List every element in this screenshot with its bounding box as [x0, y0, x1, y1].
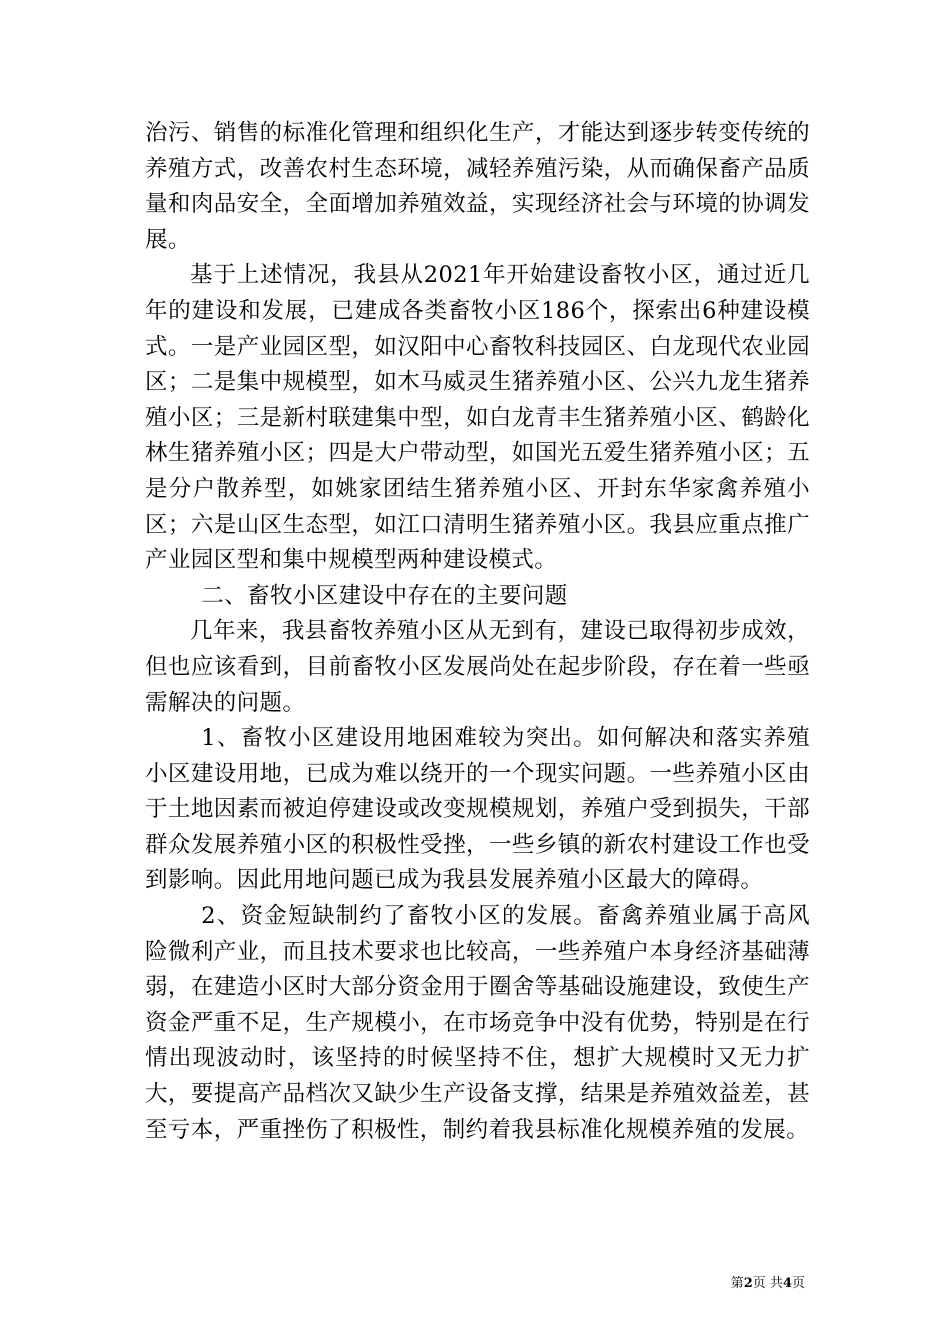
footer-suffix: 页	[791, 1276, 805, 1291]
paragraph-continuation: 治污、销售的标准化管理和组织化生产，才能达到逐步转变传统的养殖方式，改善农村生态环境，减轻养殖污染，从而确保畜产品质量和肉品安全，全面增加养殖效益，实现经济社会与环境的协调发展。	[145, 120, 810, 253]
paragraph-intro-problems: 几年来，我县畜牧养殖小区从无到有，建设已取得初步成效，但也应该看到，目前畜牧小区发展尚处在起步阶段，存在着一些亟需解决的问题。	[145, 618, 810, 716]
page-footer	[731, 1276, 805, 1292]
section-heading-problems: 二、畜牧小区建设中存在的主要问题	[201, 582, 568, 609]
paragraph-funding-problem: 2、资金短缺制约了畜牧小区的发展。畜禽养殖业属于高风险微利产业，而且技术要求也比较高，一些养殖户本身经济基础薄弱，在建造小区时大部分资金用于圈舍等基础设施建设，致使生产资金严重不足，生产规模小，在市场竞争中没有优势，特别是在行情出现波动时，该坚持的时候坚持不住，想扩大规模时又无力扩大，要提高产品档次又缺少生产设备支撑，结果是养殖效益差，甚至亏本，严重挫伤了积极性，制约着我县标准化规模养殖的发展。	[145, 903, 810, 1143]
paragraph-breeding-modes: 基于上述情况，我县从2021年开始建设畜牧小区，通过近几年的建设和发展，已建成各类畜牧小区186个，探索出6种建设模式。一是产业园区型，如汉阳中心畜牧科技园区、白龙现代农业园区；二是集中规模型，如木马威灵生猪养殖小区、公兴九龙生猪养殖小区；三是新村联建集中型，如白龙青丰生猪养殖小区、鹤龄化林生猪养殖小区；四是大户带动型，如国光五爱生猪养殖小区；五是分户散养型，如姚家团结生猪养殖小区、开封东华家禽养殖小区；六是山区生态型，如江口清明生猪养殖小区。我县应重点推广产业园区型和集中规模型两种建设模式。	[145, 262, 810, 574]
footer-middle: 页 共	[752, 1276, 783, 1291]
footer-total-pages: 4	[782, 1276, 792, 1291]
footer-prefix: 第	[730, 1276, 744, 1291]
paragraph-land-problem: 1、畜牧小区建设用地困难较为突出。如何解决和落实养殖小区建设用地，已成为难以绕开的一个现实问题。一些养殖小区由于土地因素而被迫停建设或改变规模规划，养殖户受到损失，干部群众发展养殖小区的积极性受挫，一些乡镇的新农村建设工作也受到影响。因此用地问题已成为我县发展养殖小区最大的障碍。	[145, 725, 810, 894]
document-body	[145, 116, 810, 1148]
footer-current-page: 2	[743, 1276, 753, 1291]
